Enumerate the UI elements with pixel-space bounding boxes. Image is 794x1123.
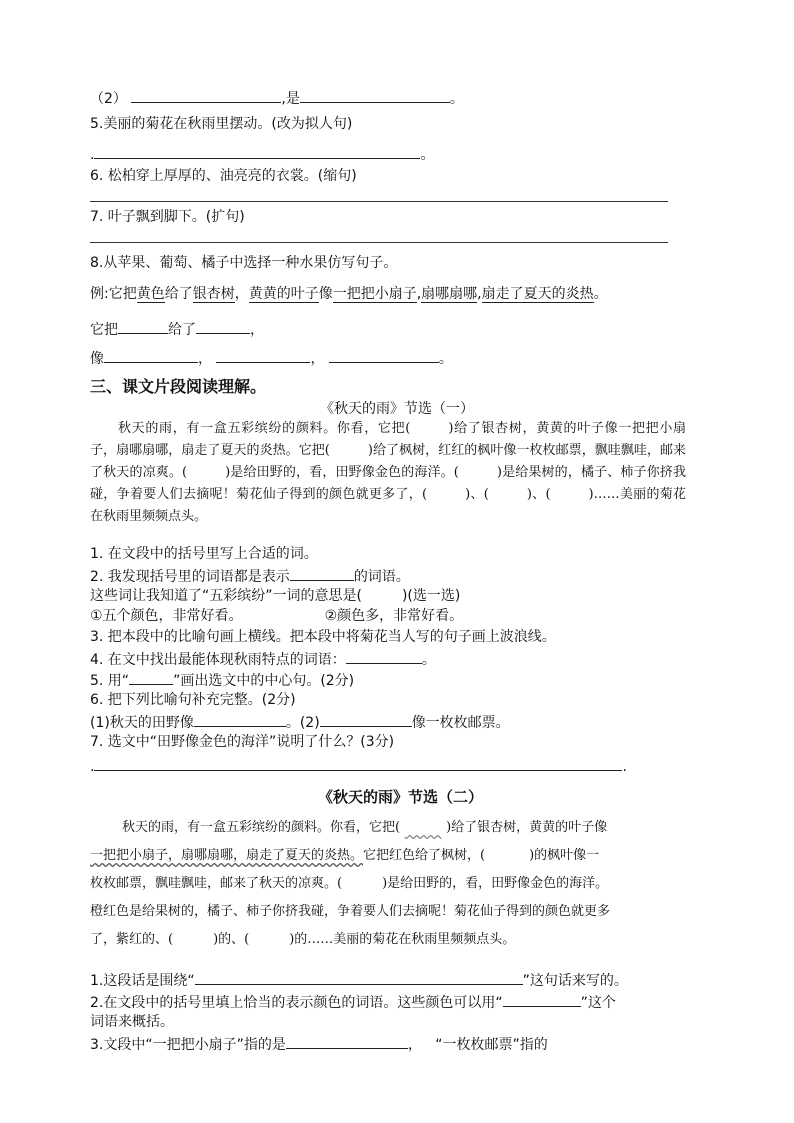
answer-blank[interactable] (94, 756, 622, 771)
answer-blank[interactable] (194, 712, 286, 727)
s3-q4: 4. 在文中找出最能体现秋雨特点的词语： 。 (90, 649, 436, 669)
s3-q7: 7. 选文中“田野像金色的海洋”说明了什么？(3分) (90, 734, 395, 750)
s4-q2: 2.在文段中的括号里填上恰当的表示颜色的词语。这些颜色可以用“ ”这个 (90, 992, 616, 1012)
q6-answer-line[interactable] (90, 201, 668, 202)
s3-q2-choice: 这些词让我知道了“五彩缤纷”一词的意思是( )(选一选) (90, 588, 461, 604)
s3-q6-items: (1)秋天的田野像 。(2) 像一枚枚邮票。 (90, 712, 510, 732)
q6-prompt: 6. 松柏穿上厚厚的、油亮亮的衣裳。(缩句) (90, 168, 357, 184)
answer-blank[interactable] (503, 992, 581, 1007)
answer-blank[interactable] (94, 144, 420, 159)
q5-prompt: 5.美丽的菊花在秋雨里摆动。(改为拟人句) (90, 116, 353, 132)
answer-blank[interactable] (300, 88, 450, 103)
s3-q7-answer-line: . . (90, 756, 627, 776)
s3-q2-options (90, 607, 463, 625)
s3-q2: 2. 我发现括号里的词语都是表示 的词语。 (90, 566, 410, 586)
answer-blank[interactable] (196, 319, 250, 334)
answer-blank[interactable] (104, 348, 198, 363)
s4-q2-cont: 词语来概括。 (90, 1014, 174, 1030)
answer-blank[interactable] (320, 712, 412, 727)
q8-fill-line-2: 像 ， ， 。 (90, 348, 453, 368)
answer-blank[interactable] (329, 348, 439, 363)
answer-blank[interactable] (290, 566, 354, 581)
s3-q5: 5. 用“ ”画出选文中的中心句。(2分) (90, 670, 354, 690)
item-number: （2） (90, 91, 127, 107)
excerpt-paragraph-1: 秋天的雨，有一盒五彩缤纷的颜料。你看，它把( )给了银杏树，黄黄的叶子像一把把小扇子，扇哪扇哪，扇走了夏天的炎热。它把( )给了枫树，红红的枫叶像一枚枚邮票，飘哇飘哇，邮来了秋天的凉爽。( )是给田野的，看，田野像金色的海洋。( )是给果树的，橘子、柿子你挤我碰，争着要人们去摘呢！菊花仙子得到的颜色就更多了，( )、( )、( )……美丽的菊花在秋雨里频频点头。 (90, 421, 687, 524)
answer-blank[interactable] (346, 649, 422, 664)
q8-prompt: 8.从苹果、葡萄、橘子中选择一种水果仿写句子。 (90, 255, 398, 271)
s3-q3: 3. 把本段中的比喻句画上横线。把本段中将菊花当人写的句子画上波浪线。 (90, 629, 556, 645)
q7-answer-line[interactable] (90, 242, 668, 243)
q5-answer-line: . 。 (90, 144, 434, 164)
q8-example: 例:它把黄色给了银杏树，黄黄的叶子像一把把小扇子,扇哪扇哪,扇走了夏天的炎热。 (90, 286, 608, 302)
q7-prompt: 7. 叶子飘到脚下。(扩句) (90, 209, 245, 225)
answer-blank[interactable] (131, 88, 281, 103)
answer-blank[interactable] (118, 319, 168, 334)
excerpt-paragraph-2: 秋天的雨，有一盒五彩缤纷的颜料。你看，它把( )给了银杏树，黄黄的叶子像 一把把小扇子，扇哪扇哪，扇走了夏天的炎热。它把红色给了枫树，( )的枫叶像一 枚枚邮票，飘哇飘哇，邮来了秋天的凉爽。( )是给田野的，看，田野像金色的海洋。 橙红色是给果树的，橘子、柿子你挤我碰，争着要人们去摘呢！菊花仙子得到的颜色就更多 了，紫红的、( )的、( )的……美丽的菊花在秋雨里频频点头。 (90, 820, 611, 947)
answer-blank[interactable] (129, 670, 173, 685)
section-heading: 三、课文片段阅读理解。 (90, 377, 267, 396)
s3-q6: 6. 把下列比喻句补充完整。(2分) (90, 692, 296, 708)
option-2[interactable]: ②颜色多，非常好看。 (324, 608, 464, 624)
answer-blank[interactable] (286, 1034, 408, 1049)
excerpt-title-1: 《秋天的雨》节选（一） (320, 401, 474, 417)
s4-q3: 3.文段中“一把把小扇子”指的是 ， “一枚枚邮票”指的 (90, 1034, 548, 1054)
s3-q1: 1. 在文段中的括号里写上合适的词。 (90, 546, 318, 562)
answer-blank[interactable] (195, 970, 523, 985)
s4-q1: 1.这段话是围绕“ ”这句话来写的。 (90, 970, 628, 990)
excerpt-title-2: 《秋天的雨》节选（二） (318, 788, 484, 806)
q8-fill-line-1: 它把 给了 ， (90, 319, 264, 339)
answer-blank[interactable] (216, 348, 310, 363)
option-1[interactable]: ①五个颜色，非常好看。 (90, 608, 243, 624)
q4-part2-line: （2） ,是 。 (90, 88, 464, 108)
